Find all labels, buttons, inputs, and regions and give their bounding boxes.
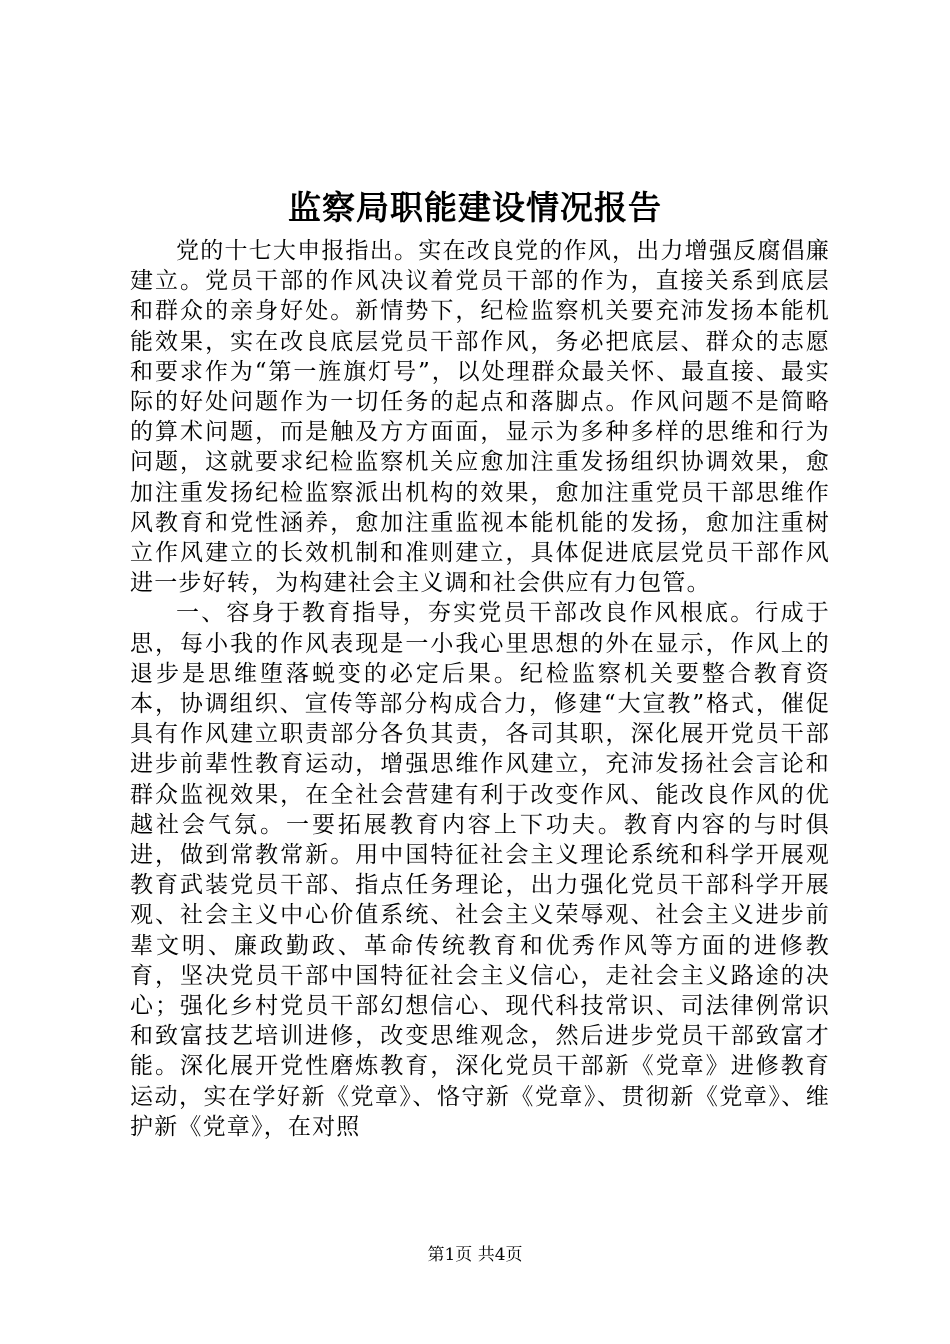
paragraph-intro: 党的十七大申报指出。实在改良党的作风，出力增强反腐倡廉建立。党员干部的作风决议着党员干部的作为，直接关系到底层和群众的亲身好处。新情势下，纪检监察机关要充沛发扬本能机能效果，实在改良底层党员干部作风，务必把底层、群众的志愿和要求作为“第一旌旗灯号”，以处理群众最关怀、最直接、最实际的好处问题作为一切任务的起点和落脚点。作风问题不是简略的算术问题，而是触及方方面面，显示为多种多样的思维和行为问题，这就要求纪检监察机关应愈加注重发扬组织协调效果，愈加注重发扬纪检监察派出机构的效果，愈加注重党员干部思维作风教育和党性涵养，愈加注重监视本能机能的发扬，愈加注重树立作风建立的长效机制和准则建立，具体促进底层党员干部作风进一步好转，为构建社会主义调和社会供应有力包管。 xyxy=(130,238,830,597)
document-title: 监察局职能建设情况报告 xyxy=(288,188,662,227)
paragraph-section-one: 一、容身于教育指导，夯实党员干部改良作风根底。行成于思，每小我的作风表现是一小我心里思想的外在显示，作风上的退步是思维堕落蜕变的必定后果。纪检监察机关要整合教育资本，协调组织、宣传等部分构成合力，修建“大宣教”格式，催促具有作风建立职责部分各负其责，各司其职，深化展开党员干部进步前辈性教育运动，增强思维作风建立，充沛发扬社会言论和群众监视效果，在全社会营建有利于改变作风、能改良作风的优越社会气氛。一要拓展教育内容上下功夫。教育内容的与时俱进，做到常教常新。用中国特征社会主义理论系统和科学开展观教育武装党员干部、指点任务理论，出力强化党员干部科学开展观、社会主义中心价值系统、社会主义荣辱观、社会主义进步前辈文明、廉政勤政、革命传统教育和优秀作风等方面的进修教育，坚决党员干部中国特征社会主义信心，走社会主义路途的决心；强化乡村党员干部幻想信心、现代科技常识、司法律例常识和致富技艺培训进修，改变思维观念，然后进步党员干部致富才能。深化展开党性磨炼教育，深化党员干部新《党章》进修教育运动，实在学好新《党章》、恪守新《党章》、贯彻新《党章》、维护新《党章》，在对照 xyxy=(130,600,830,1140)
document-body xyxy=(130,236,830,1142)
page-footer: 第1页 共4页 xyxy=(427,1245,523,1265)
